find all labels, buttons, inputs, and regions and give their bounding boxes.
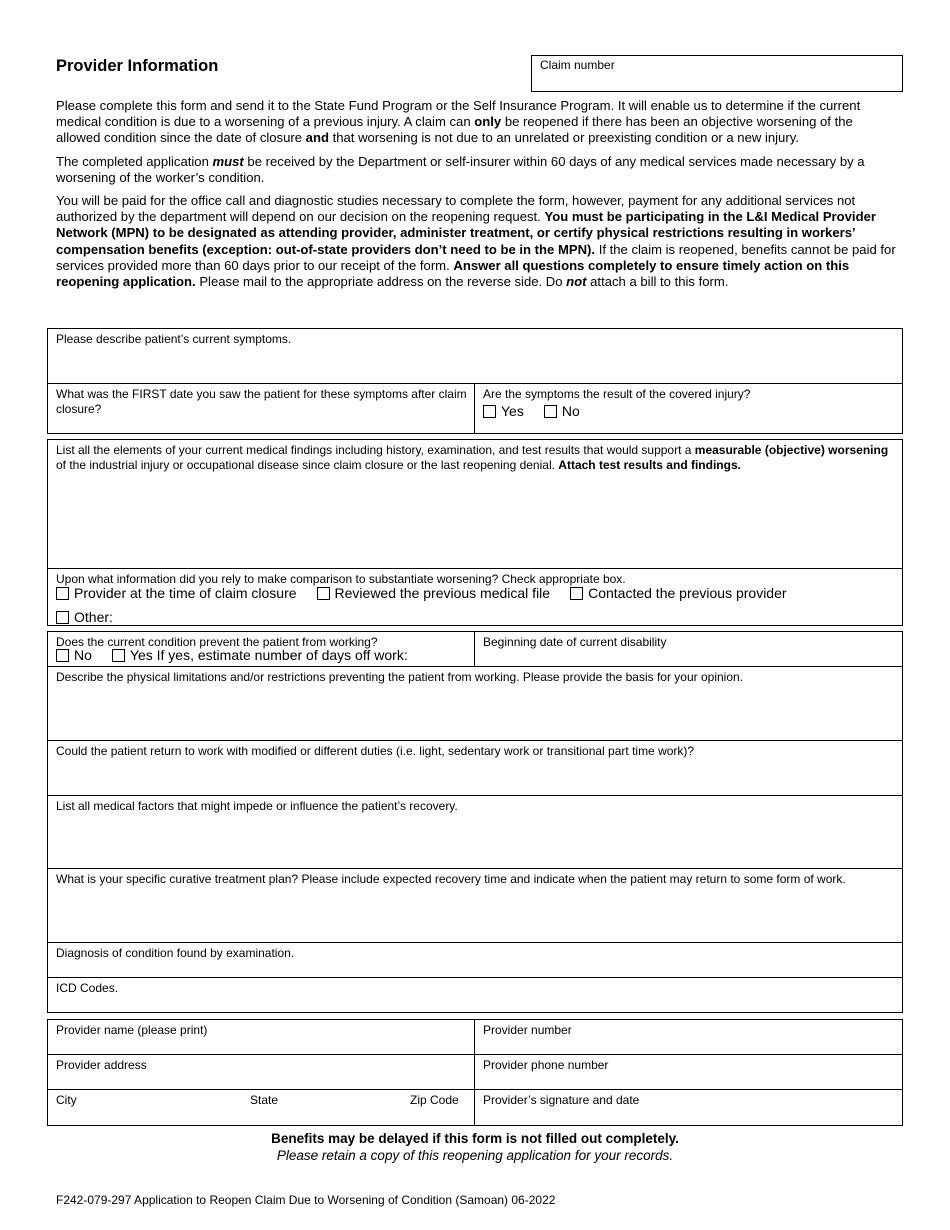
treatment-plan-field[interactable] xyxy=(48,869,902,943)
form-code: F242-079-297 Application to Reopen Claim Due to Worsening of Condition (Samoan) 06-2022 xyxy=(56,1193,556,1207)
instructions xyxy=(56,98,896,297)
covered-no-checkbox[interactable] xyxy=(544,405,557,418)
claim-number-field[interactable] xyxy=(531,55,903,92)
provider-address-field[interactable] xyxy=(48,1055,475,1089)
diagnosis-label: Diagnosis of condition found by examination. xyxy=(56,946,295,960)
other-checkbox[interactable] xyxy=(56,611,69,624)
treatment-plan-label: What is your specific curative treatment plan? Please include expected recovery time and indicate when the patient may return to some form of work. xyxy=(56,872,846,886)
provider-section xyxy=(47,1019,903,1126)
prevent-working-field: Does the current condition prevent the patient from working? No Yes If yes, estimate number of days off work: xyxy=(48,632,475,666)
findings-label: List all the elements of your current medical findings including history, examination, and test results that would support a measurable (objective) worsening of the industrial injury or occupational disease since claim closure or the last reopening denial. Attach test results and findings. xyxy=(56,443,889,472)
signature-label: Provider’s signature and date xyxy=(483,1093,640,1107)
prevent-yes-checkbox[interactable] xyxy=(112,649,125,662)
prevent-working-label: Does the current condition prevent the patient from working? xyxy=(56,635,378,649)
covered-injury-label: Are the symptoms the result of the covered injury? xyxy=(483,387,751,401)
provider-name-field[interactable] xyxy=(48,1020,475,1054)
symptoms-label: Please describe patient’s current symptoms. xyxy=(56,332,292,346)
icd-codes-field[interactable] xyxy=(48,978,902,1012)
limitations-label: Describe the physical limitations and/or restrictions preventing the patient from working. Please provide the basis for your opinion. xyxy=(56,670,744,684)
instructions-paragraph-2: The completed application must be received by the Department or self-insurer within 60 days of any medical services made necessary by a worsening of the worker’s condition. xyxy=(56,153,865,185)
provider-number-label: Provider number xyxy=(483,1023,572,1037)
city-label: City xyxy=(56,1093,77,1107)
modified-duties-label: Could the patient return to work with modified or different duties (i.e. light, sedentary work or transitional part time work)? xyxy=(56,744,695,758)
work-status-section xyxy=(47,631,903,1013)
findings-field[interactable] xyxy=(48,440,902,569)
previous-file-checkbox[interactable] xyxy=(317,587,330,600)
first-date-field[interactable] xyxy=(48,384,475,433)
page-title: Provider Information xyxy=(56,57,219,75)
covered-yes-checkbox[interactable] xyxy=(483,405,496,418)
diagnosis-field[interactable] xyxy=(48,943,902,978)
provider-number-field[interactable] xyxy=(475,1020,902,1054)
disability-date-label: Beginning date of current disability xyxy=(483,635,667,649)
medical-factors-field[interactable] xyxy=(48,796,902,869)
comparison-label: Upon what information did you rely to make comparison to substantiate worsening? Check appropriate box. xyxy=(56,572,626,586)
icd-codes-label: ICD Codes. xyxy=(56,981,119,995)
provider-phone-label: Provider phone number xyxy=(483,1058,609,1072)
symptoms-section xyxy=(47,328,903,434)
provider-name-label: Provider name (please print) xyxy=(56,1023,208,1037)
provider-address-label: Provider address xyxy=(56,1058,147,1072)
prevent-no-checkbox[interactable] xyxy=(56,649,69,662)
instructions-paragraph-3: You will be paid for the office call and diagnostic studies necessary to complete the form, however, payment for any additional services not authorized by the department will depend on our decision on the reopening request. You must be participating in the L&I Medical Provider Network (MPN) to be designated as attending provider, administer treatment, or certify physical restrictions resulting in workers’ compensation benefits (exception: out-of-state providers don’t need to be in the MPN). If the claim is reopened, benefits cannot be paid for services provided more than 60 days prior to our receipt of the form. Answer all questions completely to ensure timely action on this reopening application. Please mail to the appropriate address on the reverse side. Do not attach a bill to this form. xyxy=(56,193,896,290)
disability-date-field[interactable] xyxy=(475,632,902,666)
symptoms-field[interactable] xyxy=(48,329,902,384)
medical-factors-label: List all medical factors that might impede or influence the patient’s recovery. xyxy=(56,799,458,813)
modified-duties-field[interactable] xyxy=(48,741,902,796)
claim-number-label: Claim number xyxy=(540,58,615,72)
contacted-provider-checkbox[interactable] xyxy=(570,587,583,600)
city-state-zip-field[interactable] xyxy=(48,1090,475,1125)
signature-field[interactable] xyxy=(475,1090,902,1125)
delay-warning: Benefits may be delayed if this form is not filled out completely. xyxy=(271,1131,679,1146)
first-date-label: What was the FIRST date you saw the patient for these symptoms after claim closure? xyxy=(56,387,467,416)
state-label: State xyxy=(250,1093,279,1107)
prior-provider-checkbox[interactable] xyxy=(56,587,69,600)
provider-phone-field[interactable] xyxy=(475,1055,902,1089)
zip-label: Zip Code xyxy=(410,1093,459,1107)
instructions-paragraph-1: Please complete this form and send it to the State Fund Program or the Self Insurance Program. It will enable us to determine if the current medical condition is due to a worsening of a previous injury. A claim can only be reopened if there has been an objective worsening of the allowed condition since the date of closure and that worsening is not due to an unrelated or preexisting condition or a new injury. xyxy=(56,98,861,146)
covered-injury-field: Are the symptoms the result of the covered injury? Yes No xyxy=(475,384,902,433)
retain-copy-note: Please retain a copy of this reopening application for your records. xyxy=(276,1148,674,1163)
limitations-field[interactable] xyxy=(48,667,902,741)
findings-section: List all the elements of your current medical findings including history, examination, and test results that would support a measurable (objective) worsening of the industrial injury or occupational disease since claim closure or the last reopening denial. Attach test results and findings. Upon what information did you rely to make comparison to substantiate worsening? Check appropriate box. Provider at the time of claim closure Reviewed the previous medical file Contacted the previous provider Other: xyxy=(47,439,903,626)
